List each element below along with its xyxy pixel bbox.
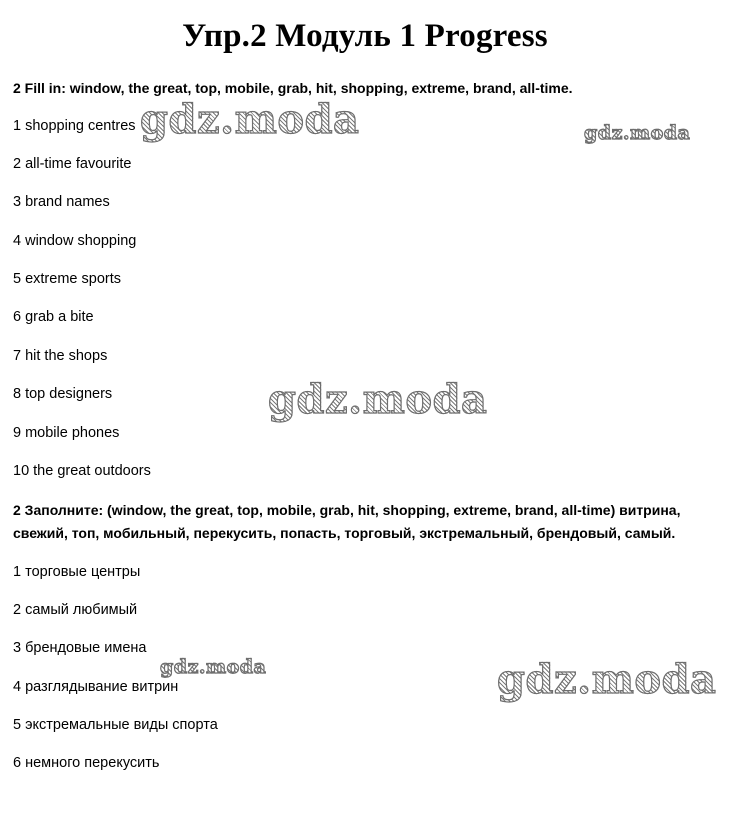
list-item: 4 window shopping [13, 233, 137, 249]
watermark-logo: gdz.moda [268, 376, 488, 423]
page-title: Упр.2 Модуль 1 Progress [182, 18, 548, 54]
list-item: 6 grab a bite [13, 309, 94, 325]
watermark-logo: gdz.moda [160, 656, 267, 678]
list-item: 10 the great outdoors [13, 463, 151, 479]
list-item: 1 shopping centres [13, 118, 136, 134]
watermark-logo: gdz.moda [584, 122, 691, 144]
list-item: 4 разглядывание витрин [13, 679, 179, 695]
list-item: 5 экстремальные виды спорта [13, 717, 218, 733]
list-item: 9 mobile phones [13, 425, 120, 441]
list-item: 3 brand names [13, 194, 110, 210]
list-item: 8 top designers [13, 386, 113, 402]
list-item: 7 hit the shops [13, 348, 108, 364]
list-item: 2 all-time favourite [13, 156, 132, 172]
list-item: 5 extreme sports [13, 271, 121, 287]
exercise-heading-russian-line1: 2 Заполните: (window, the great, top, mobile, grab, hit, shopping, extreme, brand, all-time) витрина, [13, 502, 681, 518]
list-item: 2 самый любимый [13, 602, 138, 618]
watermark-logo: gdz.moda [140, 96, 360, 143]
exercise-heading-russian-line2: свежий, топ, мобильный, перекусить, попасть, торговый, экстремальный, брендовый, самый. [13, 525, 676, 541]
exercise-heading-english: 2 Fill in: window, the great, top, mobile, grab, hit, shopping, extreme, brand, all-time. [13, 80, 573, 96]
list-item: 6 немного перекусить [13, 755, 160, 771]
watermark-logo: gdz.moda [497, 656, 717, 703]
list-item: 1 торговые центры [13, 564, 141, 580]
list-item: 3 брендовые имена [13, 640, 147, 656]
